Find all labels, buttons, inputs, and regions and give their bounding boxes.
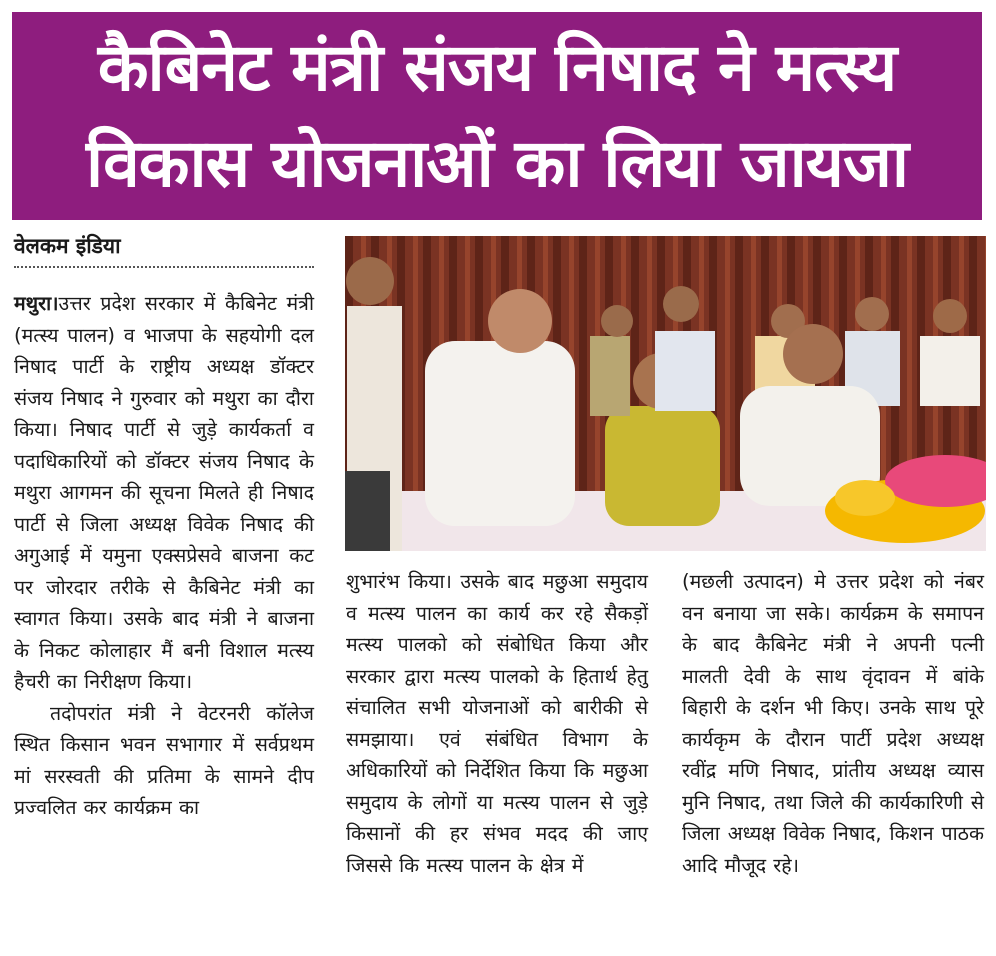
person-kurta-head [488, 289, 552, 353]
article-paragraph-4: (मछली उत्पादन) मे उत्तर प्रदेश को नंबर वन बनाया जा सके। कार्यक्रम के समापन के बाद कैबिनेट मंत्री ने अपनी पत्नी मालती देवी के साथ वृंदावन में बांके बिहारी के दर्शन भी किए। उनके साथ पूरे कार्यकृम के दौरान पार्टी प्रदेश अध्यक्ष रवींद्र मणि निषाद, प्रांतीय अध्यक्ष व्यास मुनि निषाद, तथा जिले की कार्यकारिणी से जिला अध्यक्ष विवेक निषाद, किशन पाठक आदि मौजूद रहे। [682, 570, 984, 877]
person-saree-body [605, 406, 720, 526]
article-paragraph-1 [14, 288, 314, 698]
article-column-1 [14, 288, 314, 824]
article-paragraph-2: तदोपरांत मंत्री ने वेटरनरी कॉलेज स्थित किसान भवन सभागार में सर्वप्रथम मां सरस्वती की प्रतिमा के सामने दीप प्रज्वलित कर कार्यक्रम का [14, 701, 314, 819]
news-photo [345, 236, 986, 551]
article-column-2 [346, 566, 648, 881]
headline-banner [12, 12, 982, 220]
byline: वेलकम इंडिया [14, 234, 121, 258]
headline-line-1: कैबिनेट मंत्री संजय निषाद ने मत्स्य [97, 29, 897, 106]
article-paragraph-3: शुभारंभ किया। उसके बाद मछुआ समुदाय व मत्स्य पालन का कार्य कर रहे सैकड़ों मत्स्य पालको को संबोधित किया और सरकार द्वारा मत्स्य पालको के हितार्थ हेतु संचालित सभी योजनाओं को बारीकी से समझाया। एवं संबंधित विभाग के अधिकारियों को निर्देशित किया कि मछुआ समुदाय के लोगों या मत्स्य पालन से जुड़े किसानों की हर संभव मदद की जाए जिससे कि मत्स्य पालन के क्षेत्र में [346, 570, 648, 877]
person-standing-left-head [346, 257, 394, 305]
person-kurta-body [425, 341, 575, 526]
dateline: मथुरा। [14, 292, 59, 315]
article-column-3 [682, 566, 984, 881]
person-seated-right-head [783, 324, 843, 384]
paragraph-1-text: उत्तर प्रदेश सरकार में कैबिनेट मंत्री (मत्स्य पालन) व भाजपा के सहयोगी दल निषाद पार्टी के राष्ट्रीय अध्यक्ष डॉक्टर संजय निषाद ने गुरुवार को मथुरा का दौरा किया। निषाद पार्टी से जुड़े कार्यकर्ता व पदाधिकारियों को डॉक्टर संजय निषाद के मथुरा आगमन की सूचना मिलते ही निषाद पार्टी से जिला अध्यक्ष विवेक निषाद की अगुआई में यमुना एक्सप्रेसवे बाजना कट पर जोरदार तरीके से कैबिनेट मंत्री का स्वागत किया। उसके बाद मंत्री ने बाजना के निकट कोलाहार मैं बनी विशाल मत्स्य हैचरी का निरीक्षण किया। [14, 292, 314, 693]
headline-line-2: विकास योजनाओं का लिया जायजा [85, 125, 909, 202]
byline-divider [14, 266, 314, 268]
